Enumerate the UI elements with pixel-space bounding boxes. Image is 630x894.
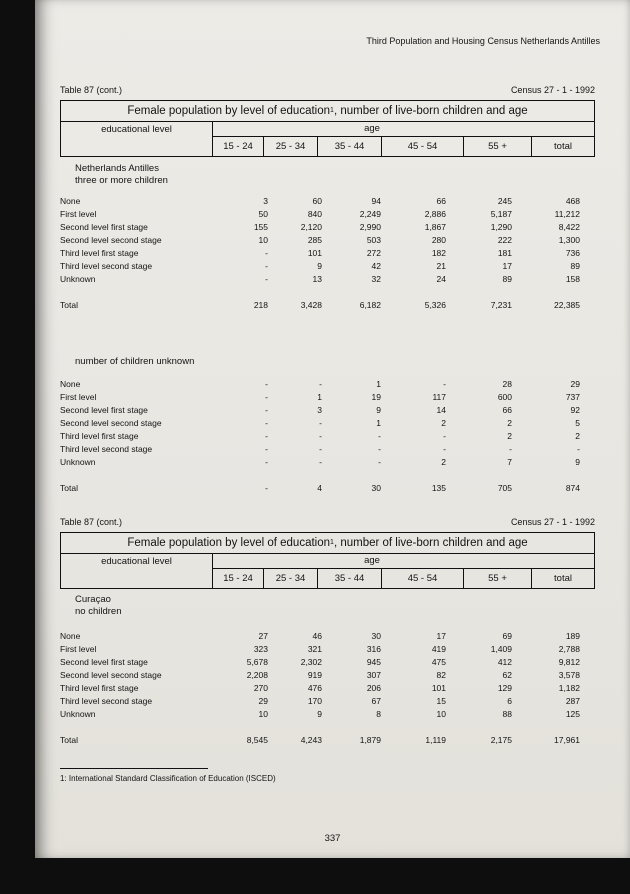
- cell-value: 3: [317, 405, 322, 415]
- cell-value: 218: [253, 300, 268, 310]
- table-section: [60, 356, 595, 495]
- row-label: First level: [60, 644, 97, 654]
- cell-value: -: [265, 248, 268, 258]
- cell-value: 69: [502, 631, 512, 641]
- table-row: [60, 656, 595, 669]
- row-label: Third level second stage: [60, 444, 153, 454]
- table-row: [60, 695, 595, 708]
- cell-value: -: [319, 379, 322, 389]
- cell-value: 14: [436, 405, 446, 415]
- cell-value: 11,212: [554, 209, 580, 219]
- cell-value: 66: [436, 196, 446, 206]
- cell-value: 3,428: [300, 300, 322, 310]
- cell-value: 15: [436, 696, 446, 706]
- table-rows: [60, 378, 595, 495]
- cell-value: 503: [366, 235, 381, 245]
- table-caption-right: Census 27 - 1 - 1992: [510, 517, 595, 527]
- table-caption: [60, 516, 595, 528]
- column-header: 15 - 24: [223, 141, 253, 152]
- cell-value: -: [265, 431, 268, 441]
- cell-value: 22,385: [554, 300, 580, 310]
- cell-value: 88: [502, 709, 512, 719]
- cell-value: -: [443, 379, 446, 389]
- cell-value: 945: [366, 657, 381, 667]
- cell-value: 9: [317, 261, 322, 271]
- cell-value: 5: [575, 418, 580, 428]
- table-header-grid: [61, 554, 594, 588]
- cell-value: 170: [307, 696, 322, 706]
- section-heading-line: no children: [75, 606, 122, 617]
- table-87-block-2: [60, 516, 595, 747]
- cell-value: 19: [371, 392, 381, 402]
- cell-value: 158: [565, 274, 580, 284]
- cell-value: -: [265, 418, 268, 428]
- row-label: Unknown: [60, 274, 96, 284]
- table-row: [60, 708, 595, 721]
- table-row: [60, 404, 595, 417]
- column-header: 45 - 54: [381, 137, 463, 156]
- table-rows: [60, 195, 595, 312]
- table-row: [60, 247, 595, 260]
- cell-value: 29: [570, 379, 580, 389]
- row-label: Third level first stage: [60, 431, 139, 441]
- cell-value: 181: [497, 248, 512, 258]
- header-spacer: [531, 554, 594, 569]
- document-header: Third Population and Housing Census Netherlands Antilles: [366, 36, 600, 46]
- row-label: Total: [60, 300, 78, 310]
- cell-value: -: [319, 444, 322, 454]
- table-caption-right: Census 27 - 1 - 1992: [510, 85, 595, 95]
- cell-value: 82: [436, 670, 446, 680]
- row-label: Third level first stage: [60, 248, 139, 258]
- cell-value: 919: [307, 670, 322, 680]
- cell-value: 21: [436, 261, 446, 271]
- cell-value: 600: [497, 392, 512, 402]
- section-heading-line: Netherlands Antilles: [75, 163, 159, 174]
- row-label: First level: [60, 209, 97, 219]
- cell-value: -: [319, 431, 322, 441]
- cell-value: 468: [565, 196, 580, 206]
- cell-value: -: [577, 444, 580, 454]
- cell-value: 2: [507, 431, 512, 441]
- cell-value: 1,409: [490, 644, 512, 654]
- cell-value: 272: [366, 248, 381, 258]
- column-header: 25 - 34: [263, 569, 317, 588]
- table-title: Female population by level of education 1 , number of live-born children and age: [61, 533, 594, 554]
- cell-value: -: [265, 457, 268, 467]
- cell-value: 8,422: [558, 222, 580, 232]
- cell-value: 1,119: [425, 735, 446, 745]
- cell-value: 17: [436, 631, 446, 641]
- cell-value: 117: [432, 392, 446, 402]
- row-label: Third level first stage: [60, 683, 139, 693]
- table-row: [60, 234, 595, 247]
- cell-value: -: [265, 274, 268, 284]
- cell-value: 705: [497, 483, 512, 493]
- cell-value: 125: [565, 709, 580, 719]
- table-87-block-1: [60, 84, 595, 495]
- cell-value: 129: [497, 683, 512, 693]
- cell-value: -: [378, 431, 381, 441]
- cell-value: 9: [376, 405, 381, 415]
- section-heading: [75, 356, 595, 368]
- cell-value: -: [378, 444, 381, 454]
- cell-value: 321: [307, 644, 322, 654]
- table-total-row: [60, 482, 595, 495]
- table-header-grid: [61, 122, 594, 156]
- cell-value: 101: [431, 683, 446, 693]
- row-label: None: [60, 631, 81, 641]
- cell-value: 287: [565, 696, 580, 706]
- cell-value: 412: [497, 657, 512, 667]
- cell-value: 29: [258, 696, 268, 706]
- cell-value: 5,326: [424, 300, 446, 310]
- cell-value: 27: [258, 631, 268, 641]
- cell-value: 2,120: [300, 222, 322, 232]
- table-row: [60, 669, 595, 682]
- footnote: 1: International Standard Classification of Education (ISCED): [60, 774, 276, 783]
- cell-value: 32: [371, 274, 381, 284]
- table-title-text: Female population by level of education: [127, 105, 331, 117]
- column-header: 25 - 34: [263, 137, 317, 156]
- cell-value: 24: [436, 274, 446, 284]
- cell-value: 9,812: [558, 657, 580, 667]
- cell-value: 89: [502, 274, 512, 284]
- cell-value: -: [443, 431, 446, 441]
- cell-value: 42: [371, 261, 381, 271]
- cell-value: 2,249: [359, 209, 381, 219]
- cell-value: -: [265, 444, 268, 454]
- row-label: Total: [60, 735, 78, 745]
- cell-value: -: [319, 457, 322, 467]
- cell-value: -: [443, 444, 446, 454]
- cell-value: 28: [502, 379, 512, 389]
- cell-value: -: [378, 457, 381, 467]
- column-header: 15 - 24: [223, 573, 253, 584]
- table-title-rest: , number of live-born children and age: [333, 105, 528, 117]
- table-row: [60, 260, 595, 273]
- row-label: First level: [60, 392, 97, 402]
- page-number: 337: [324, 833, 341, 844]
- cell-value: 1,867: [424, 222, 446, 232]
- cell-value: 10: [436, 709, 446, 719]
- cell-value: 7,231: [490, 300, 512, 310]
- column-header: total: [531, 137, 594, 156]
- cell-value: 2,990: [359, 222, 381, 232]
- cell-value: 155: [253, 222, 268, 232]
- cell-value: -: [265, 392, 268, 402]
- table-row: [60, 378, 595, 391]
- cell-value: 1: [376, 379, 381, 389]
- cell-value: 1,300: [558, 235, 580, 245]
- row-label: Unknown: [60, 709, 96, 719]
- cell-value: 8,545: [246, 735, 268, 745]
- section-heading-line: number of children unknown: [75, 356, 195, 367]
- table-title-rest: , number of live-born children and age: [333, 537, 528, 549]
- cell-value: 2,886: [424, 209, 446, 219]
- cell-value: 285: [307, 235, 322, 245]
- table-caption-left: Table 87 (cont.): [60, 517, 123, 527]
- cell-value: 3,578: [558, 670, 580, 680]
- cell-value: 280: [431, 235, 446, 245]
- cell-value: 189: [565, 631, 580, 641]
- table-title-text: Female population by level of education: [127, 537, 331, 549]
- table-row: [60, 391, 595, 404]
- cell-value: 50: [258, 209, 268, 219]
- cell-value: 419: [431, 644, 446, 654]
- cell-value: 62: [502, 670, 512, 680]
- table-total-row: [60, 299, 595, 312]
- cell-value: 1: [317, 392, 322, 402]
- cell-value: 1: [376, 418, 381, 428]
- cell-value: 94: [371, 196, 381, 206]
- row-label: Second level second stage: [60, 235, 162, 245]
- cell-value: 1,879: [359, 735, 381, 745]
- row-label: Second level first stage: [60, 657, 148, 667]
- cell-value: 6: [507, 696, 512, 706]
- cell-value: 10: [258, 709, 268, 719]
- cell-value: 2,302: [300, 657, 322, 667]
- cell-value: 13: [312, 274, 322, 284]
- cell-value: 736: [565, 248, 580, 258]
- cell-value: 2: [441, 457, 446, 467]
- column-header: total: [531, 569, 594, 588]
- cell-value: 206: [366, 683, 381, 693]
- cell-value: 222: [497, 235, 512, 245]
- table-row: [60, 430, 595, 443]
- cell-value: 17,961: [554, 735, 580, 745]
- table-row: [60, 682, 595, 695]
- cell-value: 101: [307, 248, 322, 258]
- column-header: 45 - 54: [381, 569, 463, 588]
- cell-value: 2,175: [490, 735, 512, 745]
- cell-value: -: [265, 261, 268, 271]
- cell-value: 2: [507, 418, 512, 428]
- table-row: [60, 417, 595, 430]
- cell-value: 5,187: [490, 209, 512, 219]
- cell-value: 2: [575, 431, 580, 441]
- cell-value: 245: [497, 196, 512, 206]
- cell-value: 10: [258, 235, 268, 245]
- cell-value: 30: [371, 631, 381, 641]
- column-header: 35 - 44: [317, 137, 381, 156]
- header-spacer: [531, 122, 594, 137]
- table-row: [60, 273, 595, 286]
- row-label: Second level first stage: [60, 222, 148, 232]
- cell-value: 89: [570, 261, 580, 271]
- table-caption: [60, 84, 595, 96]
- cell-value: -: [509, 444, 512, 454]
- row-label: None: [60, 379, 81, 389]
- cell-value: 92: [570, 405, 580, 415]
- column-header: 55 +: [463, 137, 531, 156]
- cell-value: 2: [441, 418, 446, 428]
- cell-value: 307: [366, 670, 381, 680]
- table-caption-left: Table 87 (cont.): [60, 85, 123, 95]
- row-label: Unknown: [60, 457, 96, 467]
- cell-value: 840: [307, 209, 322, 219]
- cell-value: 6,182: [359, 300, 381, 310]
- cell-value: 270: [253, 683, 268, 693]
- cell-value: 8: [376, 709, 381, 719]
- table-total-row: [60, 734, 595, 747]
- cell-value: 66: [502, 405, 512, 415]
- section-heading-line: three or more children: [75, 175, 168, 186]
- cell-value: 475: [431, 657, 446, 667]
- cell-value: 5,678: [246, 657, 268, 667]
- cell-value: 1,290: [490, 222, 512, 232]
- row-label: Second level second stage: [60, 670, 162, 680]
- cell-value: 4,243: [300, 735, 322, 745]
- cell-value: 182: [431, 248, 446, 258]
- cell-value: 17: [502, 261, 512, 271]
- cell-value: 4: [317, 483, 322, 493]
- cell-value: 874: [565, 483, 580, 493]
- cell-value: -: [265, 405, 268, 415]
- cell-value: 60: [312, 196, 322, 206]
- cell-value: 3: [263, 196, 268, 206]
- table-row: [60, 443, 595, 456]
- row-label: Third level second stage: [60, 696, 153, 706]
- section-heading-line: Curaçao: [75, 594, 111, 605]
- cell-value: 737: [565, 392, 580, 402]
- cell-value: 316: [366, 644, 381, 654]
- row-header-label: educational level: [61, 554, 213, 588]
- cell-value: 9: [575, 457, 580, 467]
- column-header: 35 - 44: [317, 569, 381, 588]
- cell-value: 476: [307, 683, 322, 693]
- table-row: [60, 221, 595, 234]
- table-row: [60, 630, 595, 643]
- table-row: [60, 456, 595, 469]
- table-header-box: [60, 532, 595, 589]
- column-header: 55 +: [463, 569, 531, 588]
- row-header-label: educational level: [61, 122, 213, 156]
- cell-value: 1,182: [558, 683, 580, 693]
- cell-value: -: [265, 483, 268, 493]
- row-label: Third level second stage: [60, 261, 153, 271]
- section-heading: [75, 594, 595, 618]
- table-section: [60, 163, 595, 312]
- cell-value: 30: [371, 483, 381, 493]
- row-label: Total: [60, 483, 78, 493]
- column-group-label: age: [213, 554, 531, 569]
- cell-value: 323: [253, 644, 268, 654]
- cell-value: 9: [317, 709, 322, 719]
- column-group-label: age: [213, 122, 531, 137]
- cell-value: 46: [312, 631, 322, 641]
- paper: [35, 0, 630, 858]
- cell-value: 135: [431, 483, 446, 493]
- row-label: Second level first stage: [60, 405, 148, 415]
- table-row: [60, 643, 595, 656]
- cell-value: 2,788: [558, 644, 580, 654]
- cell-value: 67: [371, 696, 381, 706]
- footnote-rule: [60, 768, 208, 769]
- table-header-box: [60, 100, 595, 157]
- row-label: Second level second stage: [60, 418, 162, 428]
- cell-value: -: [265, 379, 268, 389]
- section-heading: [75, 163, 595, 187]
- table-row: [60, 208, 595, 221]
- cell-value: -: [319, 418, 322, 428]
- cell-value: 2,208: [246, 670, 268, 680]
- table-rows: [60, 630, 595, 747]
- table-title: Female population by level of education 1 , number of live-born children and age: [61, 101, 594, 122]
- cell-value: 7: [507, 457, 512, 467]
- table-row: [60, 195, 595, 208]
- table-section: [60, 594, 595, 747]
- row-label: None: [60, 196, 81, 206]
